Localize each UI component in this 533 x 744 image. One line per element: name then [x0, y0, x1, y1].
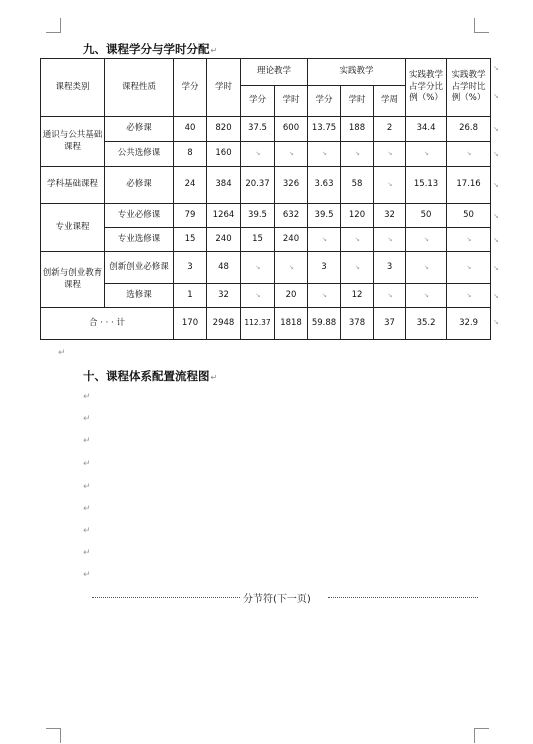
table-row — [41, 167, 491, 204]
cell-end-mark: ↘ — [387, 291, 393, 299]
table-row — [41, 204, 491, 228]
cell-end-mark: ↘ — [466, 291, 472, 299]
cell-ratio-credit — [406, 142, 447, 167]
cell-ratio-hours — [447, 252, 491, 284]
cell-hours: 1264 — [207, 204, 241, 228]
row-end-mark: ↘ — [493, 181, 499, 189]
empty-paragraph-mark[interactable]: ↵ — [83, 414, 91, 424]
cell-end-mark: ↘ — [387, 181, 393, 189]
cell-practice-hours — [341, 142, 374, 167]
cell-ratio-hours: 17.16 — [447, 167, 491, 204]
cell-practice-weeks — [374, 284, 406, 308]
cell-credit: 40 — [174, 117, 207, 142]
header-theory-credit: 学分 — [241, 86, 275, 117]
cell-practice-weeks — [374, 228, 406, 252]
section-break-label: 分节符(下一页) — [243, 594, 311, 605]
row-nature: 必修课 — [105, 117, 174, 142]
cell-practice-hours — [341, 252, 374, 284]
cell-practice-credit: 3 — [308, 252, 341, 284]
cell-theory-hours: 632 — [275, 204, 308, 228]
cell-end-mark: ↘ — [288, 263, 295, 271]
cell-ratio-credit: 50 — [406, 204, 447, 228]
cell-practice-weeks — [374, 142, 406, 167]
cell-credit: 1 — [174, 284, 207, 308]
section-10-title: 十、课程体系配置流程图 — [83, 369, 210, 383]
row-nature: 必修课 — [105, 167, 174, 204]
row-nature: 选修课 — [105, 284, 174, 308]
empty-paragraph-mark[interactable]: ↵ — [83, 459, 91, 469]
cell-ratio-credit: 15.13 — [406, 167, 447, 204]
cell-end-mark: ↘ — [424, 263, 430, 271]
table-row — [41, 117, 491, 142]
header-hours: 学时 — [207, 59, 241, 117]
cell-end-mark: ↘ — [424, 291, 430, 299]
page-corner-mark-top-left — [46, 18, 61, 33]
cell-end-mark: ↘ — [288, 150, 295, 158]
row-category: 通识与公共基础课程 — [41, 117, 105, 167]
cell-credit: 8 — [174, 142, 207, 167]
cell-hours: 32 — [207, 284, 241, 308]
section-10-heading[interactable] — [83, 368, 217, 384]
row-end-mark: ↘ — [493, 236, 499, 244]
cell-practice-weeks: 32 — [374, 204, 406, 228]
cell-hours: 240 — [207, 228, 241, 252]
cell-ratio-hours — [447, 228, 491, 252]
header-practice-credit-ratio: 实践教学占学分比例（%） — [406, 59, 447, 117]
row-nature: 公共选修课 — [105, 142, 174, 167]
cell-theory-credit: 39.5 — [241, 204, 275, 228]
cell-end-mark: ↘ — [355, 150, 361, 158]
cell-end-mark: ↘ — [387, 235, 393, 243]
section-9-title: 九、课程学分与学时分配 — [83, 42, 210, 56]
cell-practice-credit — [308, 228, 341, 252]
header-category: 课程类别 — [41, 59, 105, 117]
cell-credit: 24 — [174, 167, 207, 204]
cell-theory-credit — [241, 142, 275, 167]
cell-practice-credit: 59.88 — [308, 308, 341, 340]
cell-end-mark: ↘ — [322, 291, 328, 299]
empty-paragraph-mark[interactable]: ↵ — [83, 570, 91, 580]
total-label: 合 · · · 计 — [41, 308, 174, 340]
table-row — [41, 284, 491, 308]
cell-end-mark: ↘ — [387, 150, 393, 158]
cell-end-mark: ↘ — [255, 263, 261, 271]
table-row — [41, 228, 491, 252]
cell-theory-hours: 1818 — [275, 308, 308, 340]
empty-paragraph-mark[interactable]: ↵ — [83, 504, 91, 514]
cell-ratio-credit: 35.2 — [406, 308, 447, 340]
cell-ratio-hours: 50 — [447, 204, 491, 228]
row-nature: 专业选修课 — [105, 228, 174, 252]
header-practice-hours: 学时 — [341, 86, 374, 117]
cell-end-mark: ↘ — [466, 150, 472, 158]
cell-practice-weeks: 3 — [374, 252, 406, 284]
cell-theory-credit — [241, 284, 275, 308]
cell-end-mark: ↘ — [424, 235, 430, 243]
empty-paragraph-mark[interactable]: ↵ — [83, 548, 91, 558]
header-theory: 理论教学 — [241, 59, 308, 86]
cell-theory-hours: 600 — [275, 117, 308, 142]
table-row — [41, 142, 491, 167]
cell-practice-credit: 39.5 — [308, 204, 341, 228]
cell-end-mark: ↘ — [255, 291, 261, 299]
row-category: 学科基础课程 — [41, 167, 105, 204]
page-corner-mark-top-right — [474, 18, 489, 33]
row-category: 创新与创业教育课程 — [41, 252, 105, 308]
cell-end-mark: ↘ — [322, 235, 328, 243]
cell-practice-weeks: 37 — [374, 308, 406, 340]
cell-practice-hours: 378 — [341, 308, 374, 340]
header-credit: 学分 — [174, 59, 207, 117]
cell-practice-credit — [308, 142, 341, 167]
cell-credit: 3 — [174, 252, 207, 284]
row-end-mark: ↘ — [493, 125, 499, 133]
row-end-mark: ↘ — [493, 92, 499, 100]
row-nature: 专业必修课 — [105, 204, 174, 228]
cell-practice-credit: 13.75 — [308, 117, 341, 142]
cell-end-mark: ↘ — [424, 150, 430, 158]
table-row-total — [41, 308, 491, 340]
cell-hours: 2948 — [207, 308, 241, 340]
cell-ratio-credit — [406, 252, 447, 284]
section-break-next-page[interactable] — [92, 590, 478, 604]
cell-practice-weeks — [374, 167, 406, 204]
cell-theory-credit: 37.5 — [241, 117, 275, 142]
header-practice-weeks: 学周 — [374, 86, 406, 117]
header-nature: 课程性质 — [105, 59, 174, 117]
cell-practice-credit — [308, 284, 341, 308]
cell-credit: 79 — [174, 204, 207, 228]
cell-ratio-credit — [406, 284, 447, 308]
section-break-dotted-line — [328, 597, 478, 598]
cell-theory-hours: 240 — [275, 228, 308, 252]
row-end-mark: ↘ — [493, 150, 499, 158]
header-practice-hours-ratio: 实践教学占学时比例（%） — [447, 59, 491, 117]
cell-end-mark: ↘ — [466, 235, 472, 243]
cell-ratio-hours: 32.9 — [447, 308, 491, 340]
cell-practice-hours: 58 — [341, 167, 374, 204]
header-practice: 实践教学 — [308, 59, 406, 86]
cell-practice-hours: 12 — [341, 284, 374, 308]
cell-theory-credit — [241, 252, 275, 284]
row-end-mark: ↘ — [493, 292, 499, 300]
cell-end-mark: ↘ — [255, 150, 261, 158]
cell-theory-hours — [275, 252, 308, 284]
cell-practice-credit: 3.63 — [308, 167, 341, 204]
cell-ratio-hours — [447, 142, 491, 167]
cell-end-mark: ↘ — [355, 235, 361, 243]
cell-credit: 15 — [174, 228, 207, 252]
empty-paragraph-mark[interactable]: ↵ — [83, 392, 91, 402]
row-nature: 创新创业必修课 — [105, 252, 174, 284]
row-end-mark: ↘ — [493, 64, 499, 72]
cell-ratio-hours — [447, 284, 491, 308]
row-end-mark: ↘ — [493, 212, 499, 220]
cell-ratio-credit: 34.4 — [406, 117, 447, 142]
cell-end-mark: ↘ — [466, 263, 472, 271]
header-theory-hours: 学时 — [275, 86, 308, 117]
cell-theory-hours: 20 — [275, 284, 308, 308]
row-end-mark: ↘ — [493, 318, 499, 326]
row-category: 专业课程 — [41, 204, 105, 252]
paragraph-mark: ↵ — [210, 46, 218, 55]
cell-hours: 48 — [207, 252, 241, 284]
page-corner-mark-bottom-right — [474, 728, 489, 743]
cell-theory-credit: 112.37 — [241, 308, 275, 340]
paragraph-mark: ↵ — [58, 348, 66, 358]
empty-paragraph-mark[interactable]: ↵ — [83, 436, 91, 446]
cell-practice-weeks: 2 — [374, 117, 406, 142]
cell-practice-hours — [341, 228, 374, 252]
page-corner-mark-bottom-left — [46, 728, 61, 743]
table-row — [41, 252, 491, 284]
empty-paragraph-mark[interactable]: ↵ — [83, 482, 91, 492]
empty-paragraph-mark[interactable]: ↵ — [83, 526, 91, 536]
cell-practice-hours: 120 — [341, 204, 374, 228]
cell-theory-hours: 326 — [275, 167, 308, 204]
cell-theory-credit: 15 — [241, 228, 275, 252]
row-end-mark: ↘ — [493, 264, 499, 272]
cell-hours: 820 — [207, 117, 241, 142]
cell-hours: 160 — [207, 142, 241, 167]
cell-end-mark: ↘ — [322, 150, 328, 158]
cell-practice-hours: 188 — [341, 117, 374, 142]
cell-ratio-hours: 26.8 — [447, 117, 491, 142]
cell-hours: 384 — [207, 167, 241, 204]
section-9-heading[interactable] — [83, 41, 217, 57]
cell-credit: 170 — [174, 308, 207, 340]
cell-theory-credit: 20.37 — [241, 167, 275, 204]
cell-theory-hours — [275, 142, 308, 167]
section-break-dotted-line — [92, 597, 240, 598]
cell-ratio-credit — [406, 228, 447, 252]
paragraph-mark: ↵ — [210, 373, 218, 382]
cell-end-mark: ↘ — [355, 263, 361, 271]
header-practice-credit: 学分 — [308, 86, 341, 117]
credit-hours-table — [40, 58, 491, 340]
